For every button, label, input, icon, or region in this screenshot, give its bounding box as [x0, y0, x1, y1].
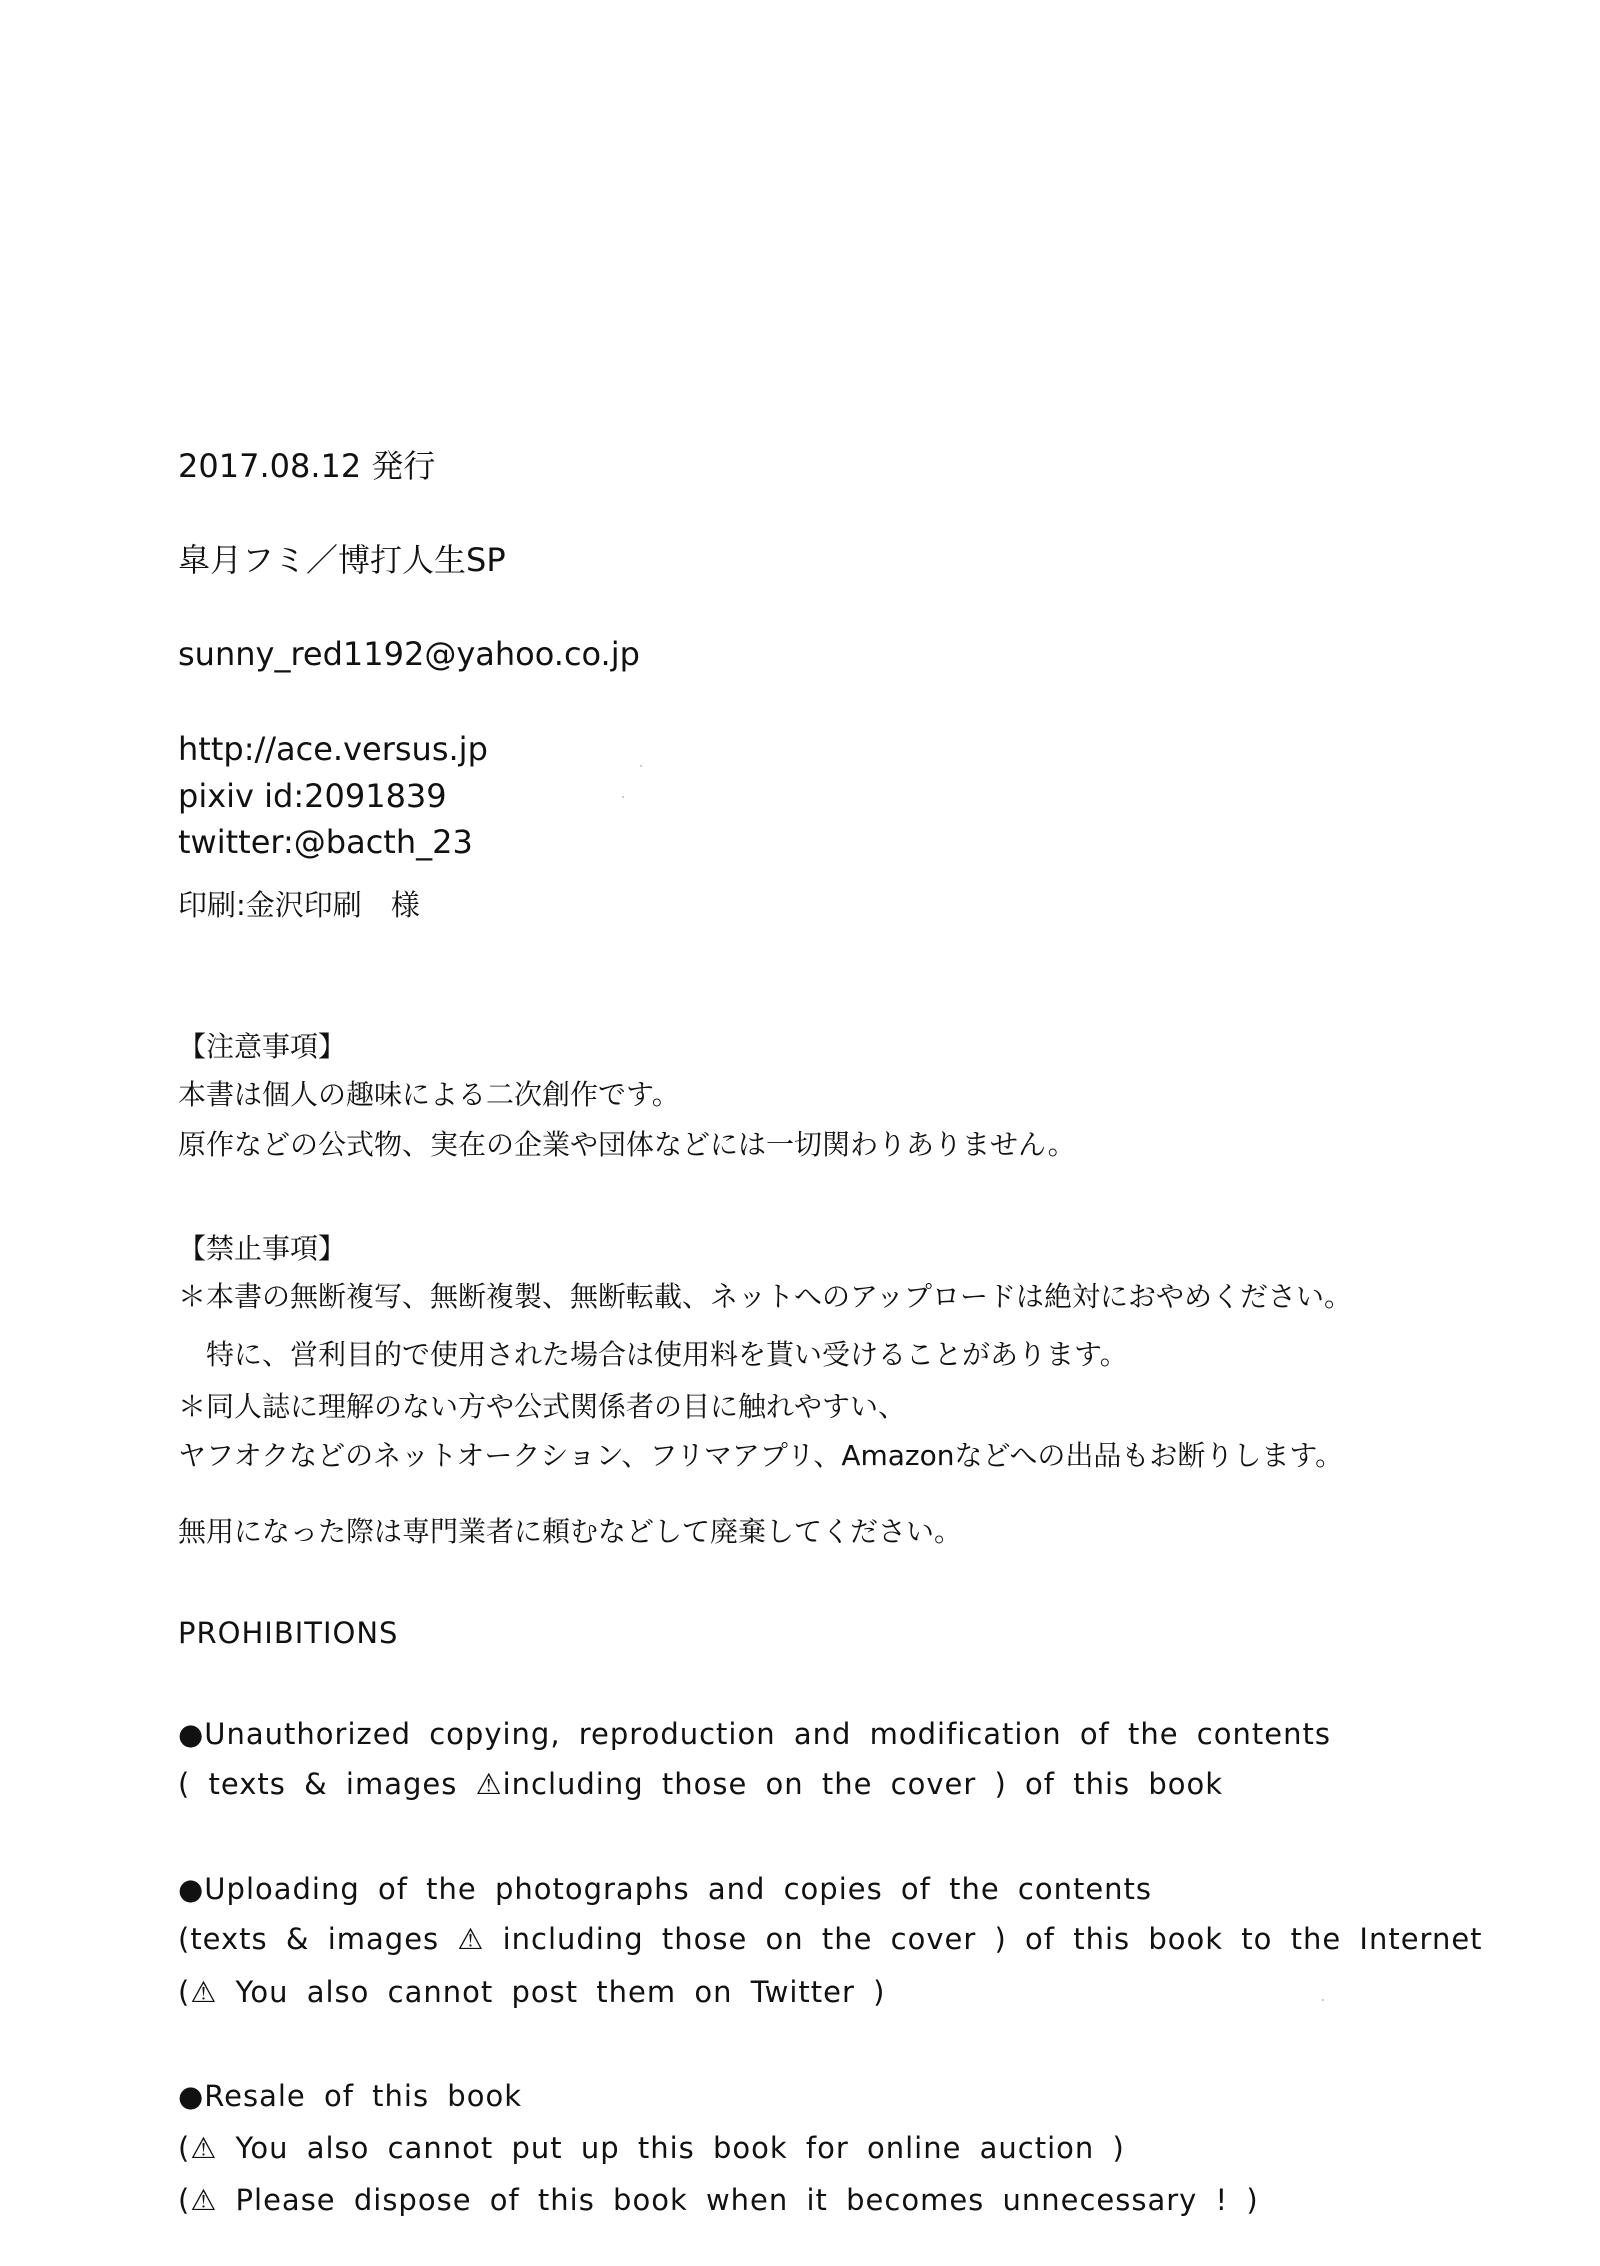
disposal-line: 無用になった際は専門業者に頼むなどして廃棄してください。	[178, 1515, 963, 1548]
caution-line: 原作などの公式物、実在の企業や団体などには一切関わりありません。	[178, 1128, 1076, 1161]
website-url: http://ace.versus.jp	[178, 730, 488, 768]
twitter-handle: twitter:@bacth_23	[178, 823, 473, 861]
email-address: sunny_red1192@yahoo.co.jp	[178, 635, 640, 673]
prohibited-line: 特に、営利目的で使用された場合は使用料を貰い受けることがあります。	[178, 1338, 1128, 1371]
publish-date: 2017.08.12 発行	[178, 447, 436, 485]
prohibition-item-line: ●Resale of this book	[178, 2079, 522, 2113]
prohibition-item-line: ●Unauthorized copying, reproduction and modification of the contents	[178, 1717, 1331, 1751]
prohibited-line: ヤフオクなどのネットオークション、フリマアプリ、Amazonなどへの出品もお断りします。	[178, 1439, 1344, 1472]
caution-heading: 【注意事項】	[178, 1030, 347, 1063]
prohibited-line: ＊同人誌に理解のない方や公式関係者の目に触れやすい、	[178, 1390, 907, 1423]
scan-speck	[640, 765, 642, 767]
prohibition-item-line: (texts & images ⚠ including those on the cover ) of this book to the Internet	[178, 1922, 1483, 1956]
pixiv-id: pixiv id:2091839	[178, 777, 447, 815]
prohibition-item-line: ( texts & images ⚠including those on the cover ) of this book	[178, 1767, 1224, 1801]
prohibited-line: ＊本書の無断複写、無断複製、無断転載、ネットへのアップロードは絶対におやめください。	[178, 1280, 1353, 1313]
prohibition-item-line: (⚠ You also cannot post them on Twitter )	[178, 1975, 886, 2009]
scan-speck	[1322, 1999, 1324, 2001]
prohibitions-heading: PROHIBITIONS	[178, 1616, 399, 1650]
scan-speck	[622, 796, 624, 798]
author-circle: 皐月フミ／博打人生SP	[178, 541, 506, 579]
prohibition-item-line: (⚠ Please dispose of this book when it becomes unnecessary ! )	[178, 2183, 1259, 2217]
prohibited-heading: 【禁止事項】	[178, 1232, 347, 1265]
prohibition-item-line: ●Uploading of the photographs and copies of the contents	[178, 1872, 1153, 1906]
prohibition-item-line: (⚠ You also cannot put up this book for online auction )	[178, 2131, 1125, 2165]
printer-credit: 印刷:金沢印刷 様	[178, 888, 420, 922]
caution-line: 本書は個人の趣味による二次創作です。	[178, 1078, 680, 1111]
